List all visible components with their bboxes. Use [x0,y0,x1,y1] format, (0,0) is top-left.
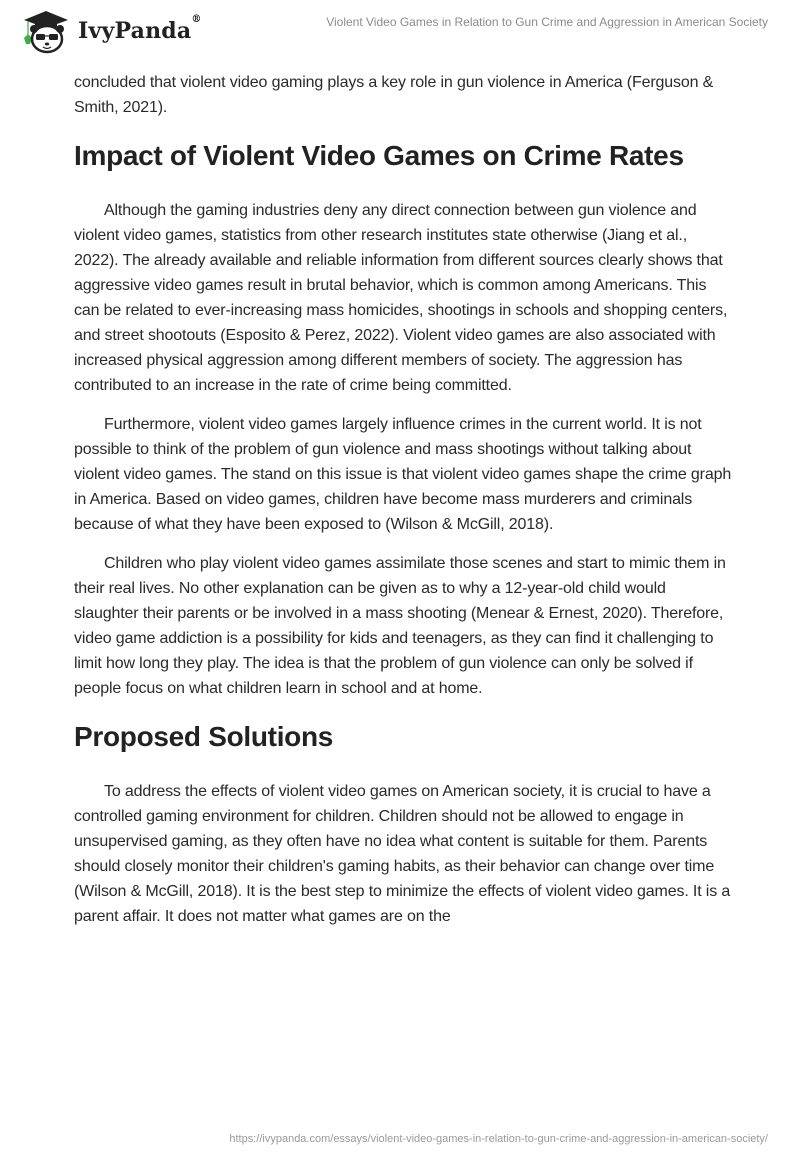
paragraph: Furthermore, violent video games largely influence crimes in the current world. It is not possible to think of the problem of gun violence and mass shootings without talking about violent video games. The stand on this issue is that violent video games shape the crime graph in America. Based on video games, children have become mass murderers and criminals because of what they have been exposed to (Wilson & McGill, 2018). [74,416,732,533]
paragraph: To address the effects of violent video games on American society, it is crucial to have a controlled gaming environment for children. Children should not be allowed to engage in unsupervised gaming, as they often have no idea what content is suitable for them. Parents should closely monitor their children's gaming habits, as their behavior can change over time (Wilson & McGill, 2018). It is the best step to minimize the effects of violent video games. It is a parent affair. It does not matter what games are on the [74,783,731,925]
section-heading-impact: Impact of Violent Video Games on Crime Rates [74,140,684,171]
page-header [0,0,800,50]
panda-graduate-icon [18,8,74,54]
document-title: Violent Video Games in Relation to Gun Crime and Aggression in American Society [326,15,768,29]
paragraph: Children who play violent video games assimilate those scenes and start to mimic them in their real lives. No other explanation can be given as to why a 12-year-old child would slaughter their parents or be involved in a mass shooting (Menear & Ernest, 2020). Therefore, video game addiction is a possibility for kids and teenagers, as they can find it challenging to limit how long they play. The idea is that the problem of gun violence can only be solved if people focus on what children learn in school and at home. [74,555,726,697]
paragraph: Although the gaming industries deny any direct connection between gun violence and violent video games, statistics from other research institutes state otherwise (Jiang et al., 2022). The already available and reliable information from different sources clearly shows that aggressive video games result in brutal behavior, which is common among Americans. This can be related to ever-increasing mass homicides, shootings in schools and shopping centers, and street shootouts (Esposito & Perez, 2022). Violent video games are also associated with increased physical aggression among different members of society. The aggression has contributed to an increase in the rate of crime being committed. [74,202,728,394]
essay-content [74,70,734,943]
ivypanda-logo[interactable] [18,8,202,54]
registered-mark: ® [191,14,202,25]
section-heading-solutions: Proposed Solutions [74,721,334,752]
brand-name: IvyPanda® [78,14,202,44]
intro-paragraph: concluded that violent video gaming plays a key role in gun violence in America (Ferguson & Smith, 2021). [74,74,714,116]
source-url[interactable]: https://ivypanda.com/essays/violent-video-games-in-relation-to-gun-crime-and-aggression-in-american-society/ [229,1133,768,1145]
